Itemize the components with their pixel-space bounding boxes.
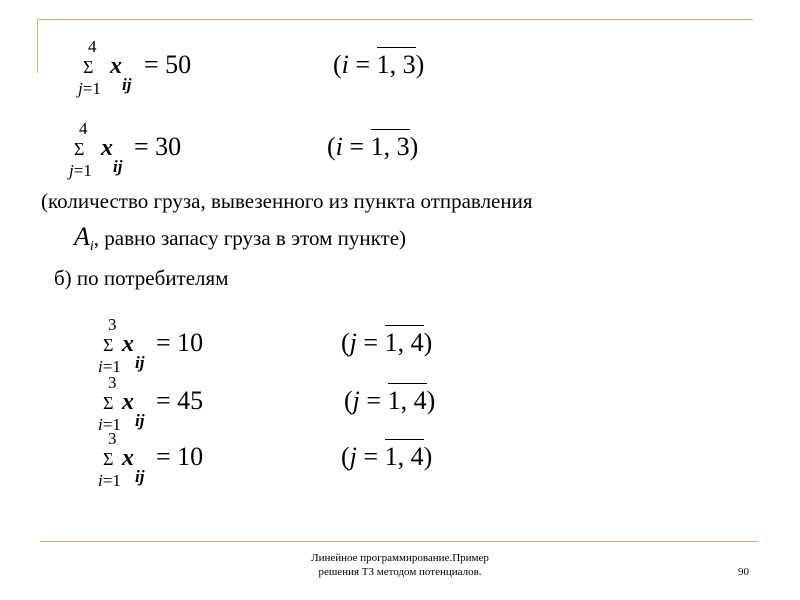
ai-subscript: i [89,239,94,255]
index-range [344,388,435,414]
variable-x: x [101,135,113,161]
range-close-paren: ) [415,50,425,79]
range-eq-sign: = [356,328,385,357]
sum-lower-limit [69,162,92,179]
range-variable: i [341,50,349,79]
variable-subscript: ij [113,157,123,176]
sigma-symbol: Σ [74,139,85,159]
sum-eq-sign: = [82,79,93,98]
variable-subscript: ij [135,411,145,430]
range-close-paren: ) [409,132,419,161]
equation-rhs: = 45 [156,386,204,415]
sum-upper-limit: 3 [108,429,117,448]
variable-x: x [122,445,134,471]
range-eq-sign: = [359,386,388,415]
range-set: 1, 4 [385,439,424,471]
page-number: 90 [738,566,749,578]
variable-x: x [110,53,122,79]
supply-equation-2 [69,120,529,200]
paragraph-line-2 [74,222,406,255]
sum-upper-limit: 3 [108,315,117,334]
supply-equation-1 [78,38,538,118]
variable-subscript: ij [135,353,145,372]
sum-lower-value: 1 [83,161,92,180]
range-variable: j [352,386,360,415]
range-close-paren: ) [423,442,433,471]
range-eq-sign: = [356,442,385,471]
range-close-paren: ) [426,386,436,415]
variable-x: x [122,331,134,357]
footer-caption [250,551,550,579]
left-border-line [37,19,38,73]
sigma-symbol: Σ [103,393,114,413]
range-open-paren: ( [341,442,350,471]
sum-eq-sign: = [102,415,113,434]
ai-symbol: A [74,222,90,251]
index-range [341,444,432,470]
equation-rhs: = 10 [156,328,204,357]
sum-eq-sign: = [102,357,113,376]
range-close-paren: ) [423,328,433,357]
sum-index: j [78,79,83,98]
range-variable: j [349,442,357,471]
paragraph-line-1: (количество груза, вывезенного из пункта отправления [41,189,533,213]
subheading: б) по потребителям [54,266,229,290]
sigma-symbol: Σ [103,335,114,355]
sum-eq-sign: = [73,161,84,180]
range-set: 1, 4 [388,383,427,415]
sum-index: i [98,471,103,490]
sigma-symbol: Σ [103,449,114,469]
range-open-paren: ( [327,132,336,161]
sum-lower-value: 1 [112,357,121,376]
top-border-line [37,19,753,20]
equation-rhs: = 50 [144,50,192,79]
range-open-paren: ( [333,50,342,79]
sum-lower-value: 1 [92,79,101,98]
demand-equation-3 [98,430,558,510]
index-range [341,330,432,356]
sum-lower-value: 1 [112,415,121,434]
sum-lower-limit [98,472,121,489]
index-range [327,134,418,160]
range-open-paren: ( [341,328,350,357]
variable-subscript: ij [135,467,145,486]
range-eq-sign: = [348,50,377,79]
sum-lower-value: 1 [112,471,121,490]
sum-upper-limit: 3 [108,373,117,392]
range-set: 1, 3 [377,47,416,79]
footer-line-2: решения ТЗ методом потенциалов. [318,566,482,578]
paragraph-line-2-text: , равно запасу груза в этом пункте) [93,226,407,250]
range-eq-sign: = [342,132,371,161]
range-variable: i [335,132,343,161]
sum-index: i [98,415,103,434]
sum-index: i [98,357,103,376]
variable-subscript: ij [122,75,132,94]
sum-eq-sign: = [102,471,113,490]
footer-divider [40,541,758,542]
range-variable: j [349,328,357,357]
variable-x: x [122,389,134,415]
range-set: 1, 3 [371,129,410,161]
range-open-paren: ( [344,386,353,415]
sigma-symbol: Σ [83,57,94,77]
sum-upper-limit: 4 [79,119,88,138]
index-range [333,52,424,78]
sum-upper-limit: 4 [88,37,97,56]
footer-line-1: Линейное программирование.Пример [311,552,489,564]
range-set: 1, 4 [385,325,424,357]
sum-lower-limit [78,80,101,97]
equation-rhs: = 30 [134,132,182,161]
sum-index: j [69,161,74,180]
equation-rhs: = 10 [156,442,204,471]
